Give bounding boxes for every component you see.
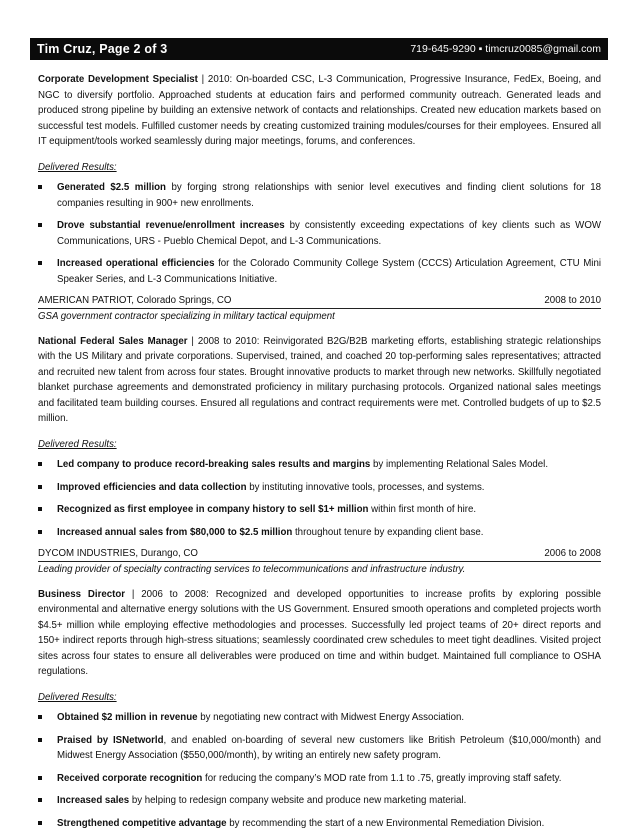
bullet-text: by forging strong relationships with senior level executives and finding client solutions for 18 companies resulting in 900+ new enrollments. — [57, 182, 602, 209]
list-item — [38, 180, 601, 211]
bullet-icon — [38, 261, 42, 265]
results-list — [38, 710, 601, 831]
bullet-bold: Strengthened competitive advantage — [57, 817, 227, 829]
bullet-text: by negotiating new contract with Midwest Energy Association. — [197, 712, 465, 723]
bullet-bold: Increased annual sales from $80,000 to $2.5 million — [57, 526, 293, 538]
bullet-bold: Improved efficiencies and data collection — [57, 481, 247, 493]
bullet-text: , and enabled on-boarding of several new customers like British Petroleum ($10,000/month) and Midwest Energy Association ($550,000/month), by writing an entirely new safety program. — [57, 734, 601, 761]
list-item — [38, 218, 601, 249]
role-text: | 2006 to 2008: Recognized and developed opportunities to increase profits by exploring possible environmental and alternative energy solutions with the US Government. Ensured smooth operations and completed projects worth $4.5+ million while employing effective methodologies and processes. Successfully led project teams of 20+ direct reports and 150+ indirect reports through high-stress situations; seamlessly coordinated crew schedules to meet tight deadlines. Visited project sites across four states to ensure all deliverables were produced on time and within budget. Maintained full compliance to OSHA regulations. — [38, 588, 601, 677]
company-line — [38, 547, 601, 562]
role-title: National Federal Sales Manager — [38, 335, 188, 347]
bullet-bold: Obtained $2 million in revenue — [57, 712, 198, 723]
list-item — [38, 710, 601, 726]
resume-content — [38, 72, 601, 838]
bullet-icon — [38, 223, 42, 227]
list-item — [38, 480, 601, 496]
list-item — [38, 816, 601, 832]
bullet-icon — [38, 715, 42, 719]
company-description: Leading provider of specialty contracting services to telecommunications and infrastructure industry. — [38, 564, 466, 575]
bullet-text: by recommending the start of a new Environmental Remediation Division. — [226, 817, 545, 829]
bullet-text: within first month of hire. — [368, 504, 477, 515]
delivered-results-label: Delivered Results: — [38, 691, 117, 703]
bullet-text: by helping to redesign company website and produce new marketing material. — [129, 795, 467, 806]
header-phone: 719-645-9290 — [410, 43, 476, 55]
role-paragraph — [38, 72, 601, 150]
company-dates: 2006 to 2008 — [544, 548, 601, 559]
results-list — [38, 180, 601, 287]
company-dates: 2008 to 2010 — [544, 295, 601, 306]
list-item — [38, 793, 601, 809]
bullet-icon — [38, 507, 42, 511]
delivered-results-label: Delivered Results: — [38, 438, 117, 450]
list-item — [38, 525, 601, 541]
header-email: timcruz0085@gmail.com — [485, 43, 601, 55]
role-paragraph — [38, 587, 601, 680]
results-list — [38, 457, 601, 540]
bullet-icon — [38, 798, 42, 802]
bullet-icon — [38, 530, 42, 534]
bullet-text: by instituting innovative tools, processes, and systems. — [246, 481, 485, 493]
role-text: | 2010: On-boarded CSC, L-3 Communication, Progressive Insurance, FedEx, Boeing, and NGC to diversify portfolio. Approached students at education fairs and performed community outreach. Generated leads and produced strong pipeline by building an extensive network of contacts and relationships. Created new education markets based on successful test models. Fulfilled customer needs by creating customized training modules/courses for their employees. Ensured all IT equipment/tools worked seamlessly during major meetings, forums, and conferences. — [38, 74, 601, 147]
bullet-icon — [38, 776, 42, 780]
delivered-results-label: Delivered Results: — [38, 161, 117, 173]
company-line — [38, 294, 601, 309]
bullet-bold: Received corporate recognition — [57, 772, 203, 784]
bullet-icon — [38, 485, 42, 489]
bullet-icon — [38, 738, 42, 742]
role-paragraph — [38, 334, 601, 427]
bullet-text: by consistently exceeding expectations of key clients such as WOW Communications, URS - Pueblo Chemical Depot, and L-3 Communications. — [57, 220, 601, 247]
company-description: GSA government contractor specializing in military tactical equipment — [38, 311, 335, 322]
list-item — [38, 733, 601, 764]
bullet-text: for the Colorado Community College System (CCCS) Articulation Agreement, CTU Mini Speaker Series, and L-3 Communications Initiative. — [57, 258, 601, 285]
bullet-text: throughout tenure by expanding client base. — [292, 526, 484, 538]
bullet-text: for reducing the company’s MOD rate from 1.1 to .75, greatly improving staff safety. — [202, 772, 562, 784]
header-name: Tim Cruz, Page 2 of 3 — [37, 42, 168, 56]
bullet-icon — [38, 821, 42, 825]
bullet-bold: Praised by ISNetworld — [57, 734, 164, 746]
bullet-icon — [38, 462, 42, 466]
list-item — [38, 457, 601, 473]
bullet-bold: Led company to produce record-breaking sales results and margins — [57, 459, 371, 470]
role-title: Business Director — [38, 588, 126, 600]
list-item — [38, 256, 601, 287]
bullet-text: by implementing Relational Sales Model. — [370, 459, 549, 470]
role-text: | 2008 to 2010: Reinvigorated B2G/B2B marketing efforts, establishing strategic relationships with the US Military and private corporations. Supervised, trained, and coached 20 top-performing sales representatives; attracted and recruited new talent from across four states. Brought innovative products to market through new networks. Skillfully negotiated blanket purchase agreements and demonstrated proficiency in military purchasing protocols. Organized national sales meetings and facilitated team building courses. Ensured all regulations and contract requirements were met. Controlled budgets of up to $2.5 million. — [38, 335, 602, 424]
role-title: Corporate Development Specialist — [38, 74, 198, 85]
bullet-bold: Increased sales — [57, 795, 130, 806]
list-item — [38, 502, 601, 518]
header-contact — [410, 43, 601, 55]
bullet-bold: Generated $2.5 million — [57, 182, 166, 193]
company-name: DYCOM INDUSTRIES, Durango, CO — [38, 548, 198, 559]
company-name: AMERICAN PATRIOT, Colorado Springs, CO — [38, 295, 232, 306]
bullet-bold: Recognized as first employee in company history to sell $1+ million — [57, 504, 369, 515]
page-header-bar — [30, 38, 608, 60]
bullet-icon — [38, 185, 42, 189]
header-separator: ▪ — [478, 43, 483, 55]
list-item — [38, 771, 601, 787]
bullet-bold: Increased operational efficiencies — [57, 258, 215, 269]
bullet-bold: Drove substantial revenue/enrollment increases — [57, 220, 285, 231]
